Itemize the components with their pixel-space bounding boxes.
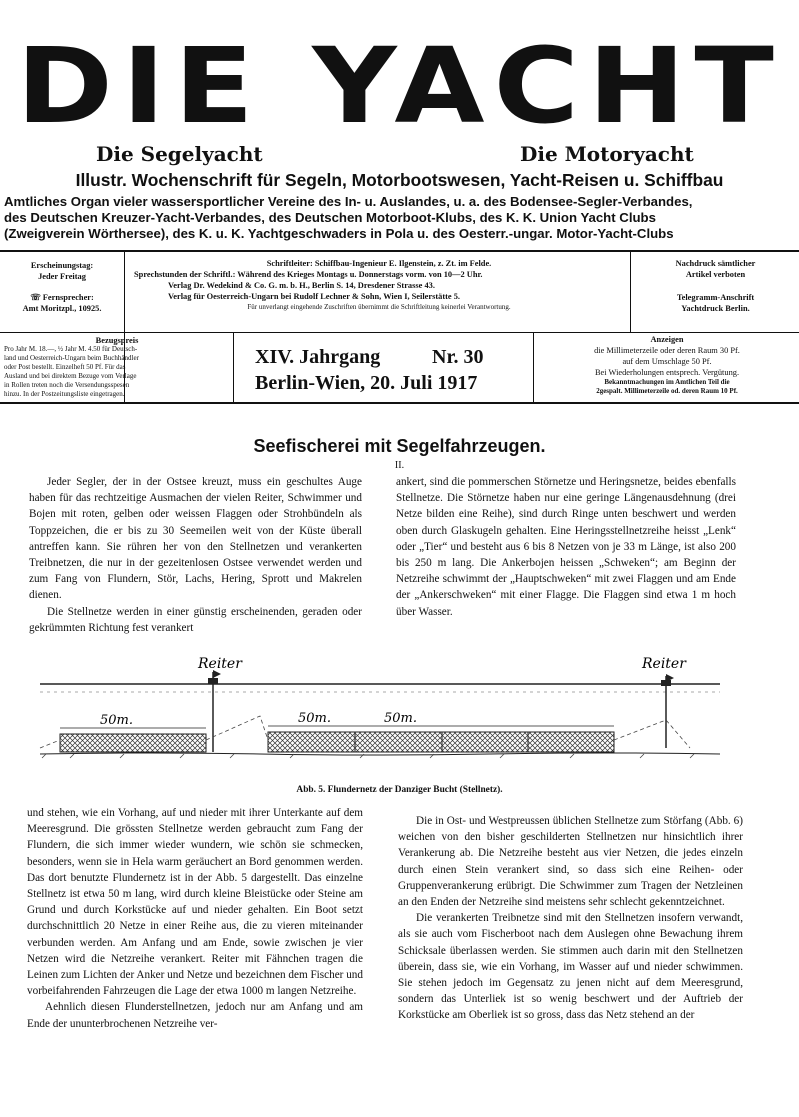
paragraph: Jeder Segler, der in der Ostsee kreuzt, muss ein geschultes Auge haben für das rechtzeitige Ausmachen der vielen Reiter, Schwimmer und Bojen mit roten, gelben oder weissen Flaggen oder Strohbündeln als Toppzeichen, die er bis zu 30 Seemeilen weit von der Küste überall antreffen kann. Sie rühren her von den Stellnetzen und verankerten Treibnetzen, die nur in der gezeitenlosen Ostsee verwendet werden und zum Fang von Flundern, Stör, Lachs, Hering, Sprott und Makrelen dienen. — [29, 476, 362, 602]
anzeigen-line: die Millimeterzeile oder deren Raum 30 Pf. — [594, 346, 740, 355]
organ-line: des Deutschen Kreuzer-Yacht-Verbandes, des Deutschen Motorboot-Klubs, des K. K. Union Yacht Clubs — [4, 210, 656, 225]
schriftleiter-line: Verlag Dr. Wedekind & Co. G. m. b. H., Berlin S. 14, Dresdener Strasse 43. — [168, 281, 435, 290]
anzeigen-note-line: 2gespalt. Millimeterzeile od. deren Raum 10 Pf. — [596, 387, 738, 395]
article-part: II. — [394, 460, 405, 471]
bezugspreis-line: hinzu. In der Postzeitungsliste eingetragen. — [4, 390, 125, 398]
masthead-title: DIE YACHT — [16, 25, 783, 147]
official-organ-text — [4, 194, 799, 242]
article-title: Seefischerei mit Segelfahrzeugen. — [253, 436, 546, 456]
column-2-top — [396, 474, 736, 620]
paragraph: ankert, sind die pommerschen Störnetze und Heringsnetze, beides ebenfalls Stellnetze. Die Störnetze haben nur eine geringe Längenausdehnung (drei Netze bilden eine Reihe), sind durch Ringe unten beschwert und werden oben durch Glaskugeln gehalten. Eine Heringsstellnetzreihe heisst „Lenk“ oder „Tier“ und besteht aus 6 bis 8 Netzen von je 33 m Länge, ist also 200 bis 250 m lang. Die Ankerbojen heissen „Schweken“; am Beginn der Netzreihe schwimmt der „Hauptschweken“ mit zwei Flaggen und am Ende der „Ankerschweken“ mit einer Flagge. Die Flaggen sind etwa 1 m hoch über Wasser. — [396, 476, 736, 618]
column-1-top — [29, 474, 362, 636]
erscheinungstag-value: Jeder Freitag — [38, 272, 86, 281]
organ-line: (Zweigverein Wörthersee), des K. u. K. Yachtgeschwaders in Pola u. des Oesterr.-ungar. Motor-Yacht-Clubs — [4, 226, 674, 241]
info-divider-lower-left — [233, 333, 234, 403]
reiter-label-right: Reiter — [642, 656, 686, 672]
subtitle-motoryacht: Die Motoryacht — [520, 142, 694, 166]
organ-line: Amtliches Organ vieler wassersportlicher Vereine des In- u. Auslandes, u. a. des Bodensee-Segler-Verbandes, — [4, 194, 693, 209]
column-2-bottom — [398, 813, 743, 1024]
seabed-line — [40, 753, 720, 755]
phone-icon: ☏ — [30, 293, 43, 302]
schriftleiter-note: Für unverlangt eingehende Zuschriften übernimmt die Schriftleitung keinerlei Verantwortung. — [247, 303, 511, 311]
erscheinungstag-block — [2, 260, 122, 314]
paragraph: Die verankerten Treibnetze sind mit den Stellnetzen insofern verwandt, als sie auch vom Fischerboot nach dem Auslegen ohne Bewachung ihrem Schicksale überlassen werden. Sie stimmen auch darin mit den Stellnetzen überein, dass sie, wie ein Vorhang, im Wasser auf und nieder schwimmen. Sie stehen jedoch im Gegensatz zu jenen nicht auf dem Meeresgrund, sondern das Unterliek ist so wenig beschwert und der Auftrieb der Korkstücke am Oberliek ist so gross, dass das Netz stehend an der — [398, 912, 743, 1022]
anzeigen-block — [536, 334, 798, 396]
dimension-label: 50m. — [100, 713, 134, 728]
figure-caption: Abb. 5. Flundernetz der Danziger Bucht (Stellnetz). — [296, 785, 503, 795]
fernsprecher-value: Amt Moritzpl., 10925. — [22, 304, 102, 313]
bezugspreis-block — [4, 336, 230, 399]
paragraph: Die Stellnetze werden in einer günstig erscheinenden, geraden oder gekrümmten Richtung fest verankert — [29, 605, 362, 634]
anzeigen-line: Bei Wiederholungen entsprech. Vergütung. — [594, 368, 740, 377]
jahrgang: XIV. Jahrgang — [255, 346, 381, 368]
paragraph: Die in Ost- und Westpreussen üblichen Stellnetze zum Störfang (Abb. 6) weichen von den bisher geschilderten Stellnetzen nur hinsichtlich ihrer Verankerung ab. Die Netzreihe besteht aus vier Netzen, die jedes einzeln durch einen Stein verankert sind, so dass sich eine Reihen- oder Gruppenverankerung erübrigt. Die Schwimmer zum Tragen der Netzleinen an den Enden der Netzreihe sind meistens sehr schlecht gekenntzeichnet. — [398, 815, 743, 909]
info-divider-right — [630, 251, 631, 333]
reiter-label-left: Reiter — [198, 656, 242, 672]
anzeigen-note-line: Bekanntmachungen im Amtlichen Teil die — [604, 378, 730, 386]
bezugspreis-line: Ausland und bei direktem Bezuge vom Verlage — [4, 372, 137, 380]
issue-info — [255, 344, 484, 396]
nachdruck-line: Artikel verboten — [685, 270, 746, 279]
telegramm-line: Telegramm-Anschrift — [676, 293, 755, 302]
place-date: Berlin-Wien, 20. Juli 1917 — [255, 372, 478, 394]
fernsprecher-label — [2, 292, 122, 303]
erscheinungstag-label: Erscheinungstag: — [30, 261, 94, 270]
dimension-label: 50m. — [384, 711, 418, 726]
net-section — [60, 734, 206, 752]
info-bottom-rule — [0, 402, 799, 404]
nachdruck-line: Nachdruck sämtlicher — [675, 259, 756, 268]
column-1-bottom — [27, 805, 363, 1032]
info-divider-lower-right — [533, 333, 534, 403]
schriftleiter-line: Verlag für Oesterreich-Ungarn bei Rudolf Lechner & Sohn, Wien I, Seilerstätte 5. — [168, 292, 461, 301]
paragraph: Aehnlich diesen Flunderstellnetzen, jedoch nur am Anfang und am Ende der ununterbrochenen Netzreihe ver- — [27, 1001, 363, 1030]
bezugspreis-label: Bezugspreis — [95, 336, 139, 345]
bezugspreis-line: oder Post bestellt. Einzelheft 50 Pf. Für das — [4, 363, 126, 371]
anzeigen-label: Anzeigen — [650, 335, 684, 344]
issue-number: Nr. 30 — [432, 346, 484, 368]
anzeigen-line: auf dem Umschlage 50 Pf. — [622, 357, 712, 366]
info-top-rule — [0, 250, 799, 252]
schriftleiter-line: Schriftleiter: Schiffbau-Ingenieur E. Ilgenstein, z. Zt. im Felde. — [266, 259, 492, 268]
telegramm-line: Yachtdruck Berlin. — [681, 304, 750, 313]
reiter-float-left — [208, 678, 218, 684]
bezugspreis-line: Pro Jahr M. 18.—, ½ Jahr M. 4.50 für Deutsch- — [4, 345, 138, 353]
bezugspreis-line: in Rollen treten noch die Versendungsspesen — [4, 381, 130, 389]
subtitle-segelyacht: Die Segelyacht — [96, 142, 263, 166]
schriftleiter-block — [130, 258, 628, 312]
info-mid-rule — [0, 332, 799, 333]
paragraph: und stehen, wie ein Vorhang, auf und nieder mit ihrer Unterkante auf dem Meeresgrund. Die grössten Stellnetze werden gebraucht zum Fang der Flundern, die sich immer wieder wundern, wie schön sie schmecken, besonders, wenn sie in Hela warm geräuchert an Bord genommen werden. Das dort benutzte Flundernetz ist in der Abb. 5 dargestellt. Das einzelne Stellnetz ist etwa 50 m lang, wird durch kleine Bleistücke oder Steine am Grund und durch Korkstücke auf und nieder gehalten. Ein Boot setzt durchschnittlich 20 Netze in einer Reihe aus, die zu vieren miteinander verbunden werden. Am Anfang und am Ende, sowie zwischen je vier Netzen wird die Netzreihe verankert. Reiter mit Fähnchen tragen die Leinen zum Lichten der Anker und Netze und bezeichnen dem Fischer und vorbeifahrenden Fahrzeugen die Lage der etwa 1000 m langen Netzreihe. — [27, 807, 363, 998]
flundernetz-figure — [30, 648, 770, 773]
nachdruck-block — [634, 258, 797, 314]
weekly-description: Illustr. Wochenschrift für Segeln, Motorbootswesen, Yacht-Reisen u. Schiffbau — [75, 170, 724, 190]
net-section — [268, 732, 614, 752]
dimension-label: 50m. — [298, 711, 332, 726]
fernsprecher-label-text: Fernsprecher: — [42, 293, 94, 302]
bezugspreis-line: land und Oesterreich-Ungarn beim Buchhändler — [4, 354, 139, 362]
schriftleiter-line: Sprechstunden der Schriftl.: Während des Krieges Montags u. Donnerstags vorm. von 10—2 Uhr. — [134, 270, 483, 279]
